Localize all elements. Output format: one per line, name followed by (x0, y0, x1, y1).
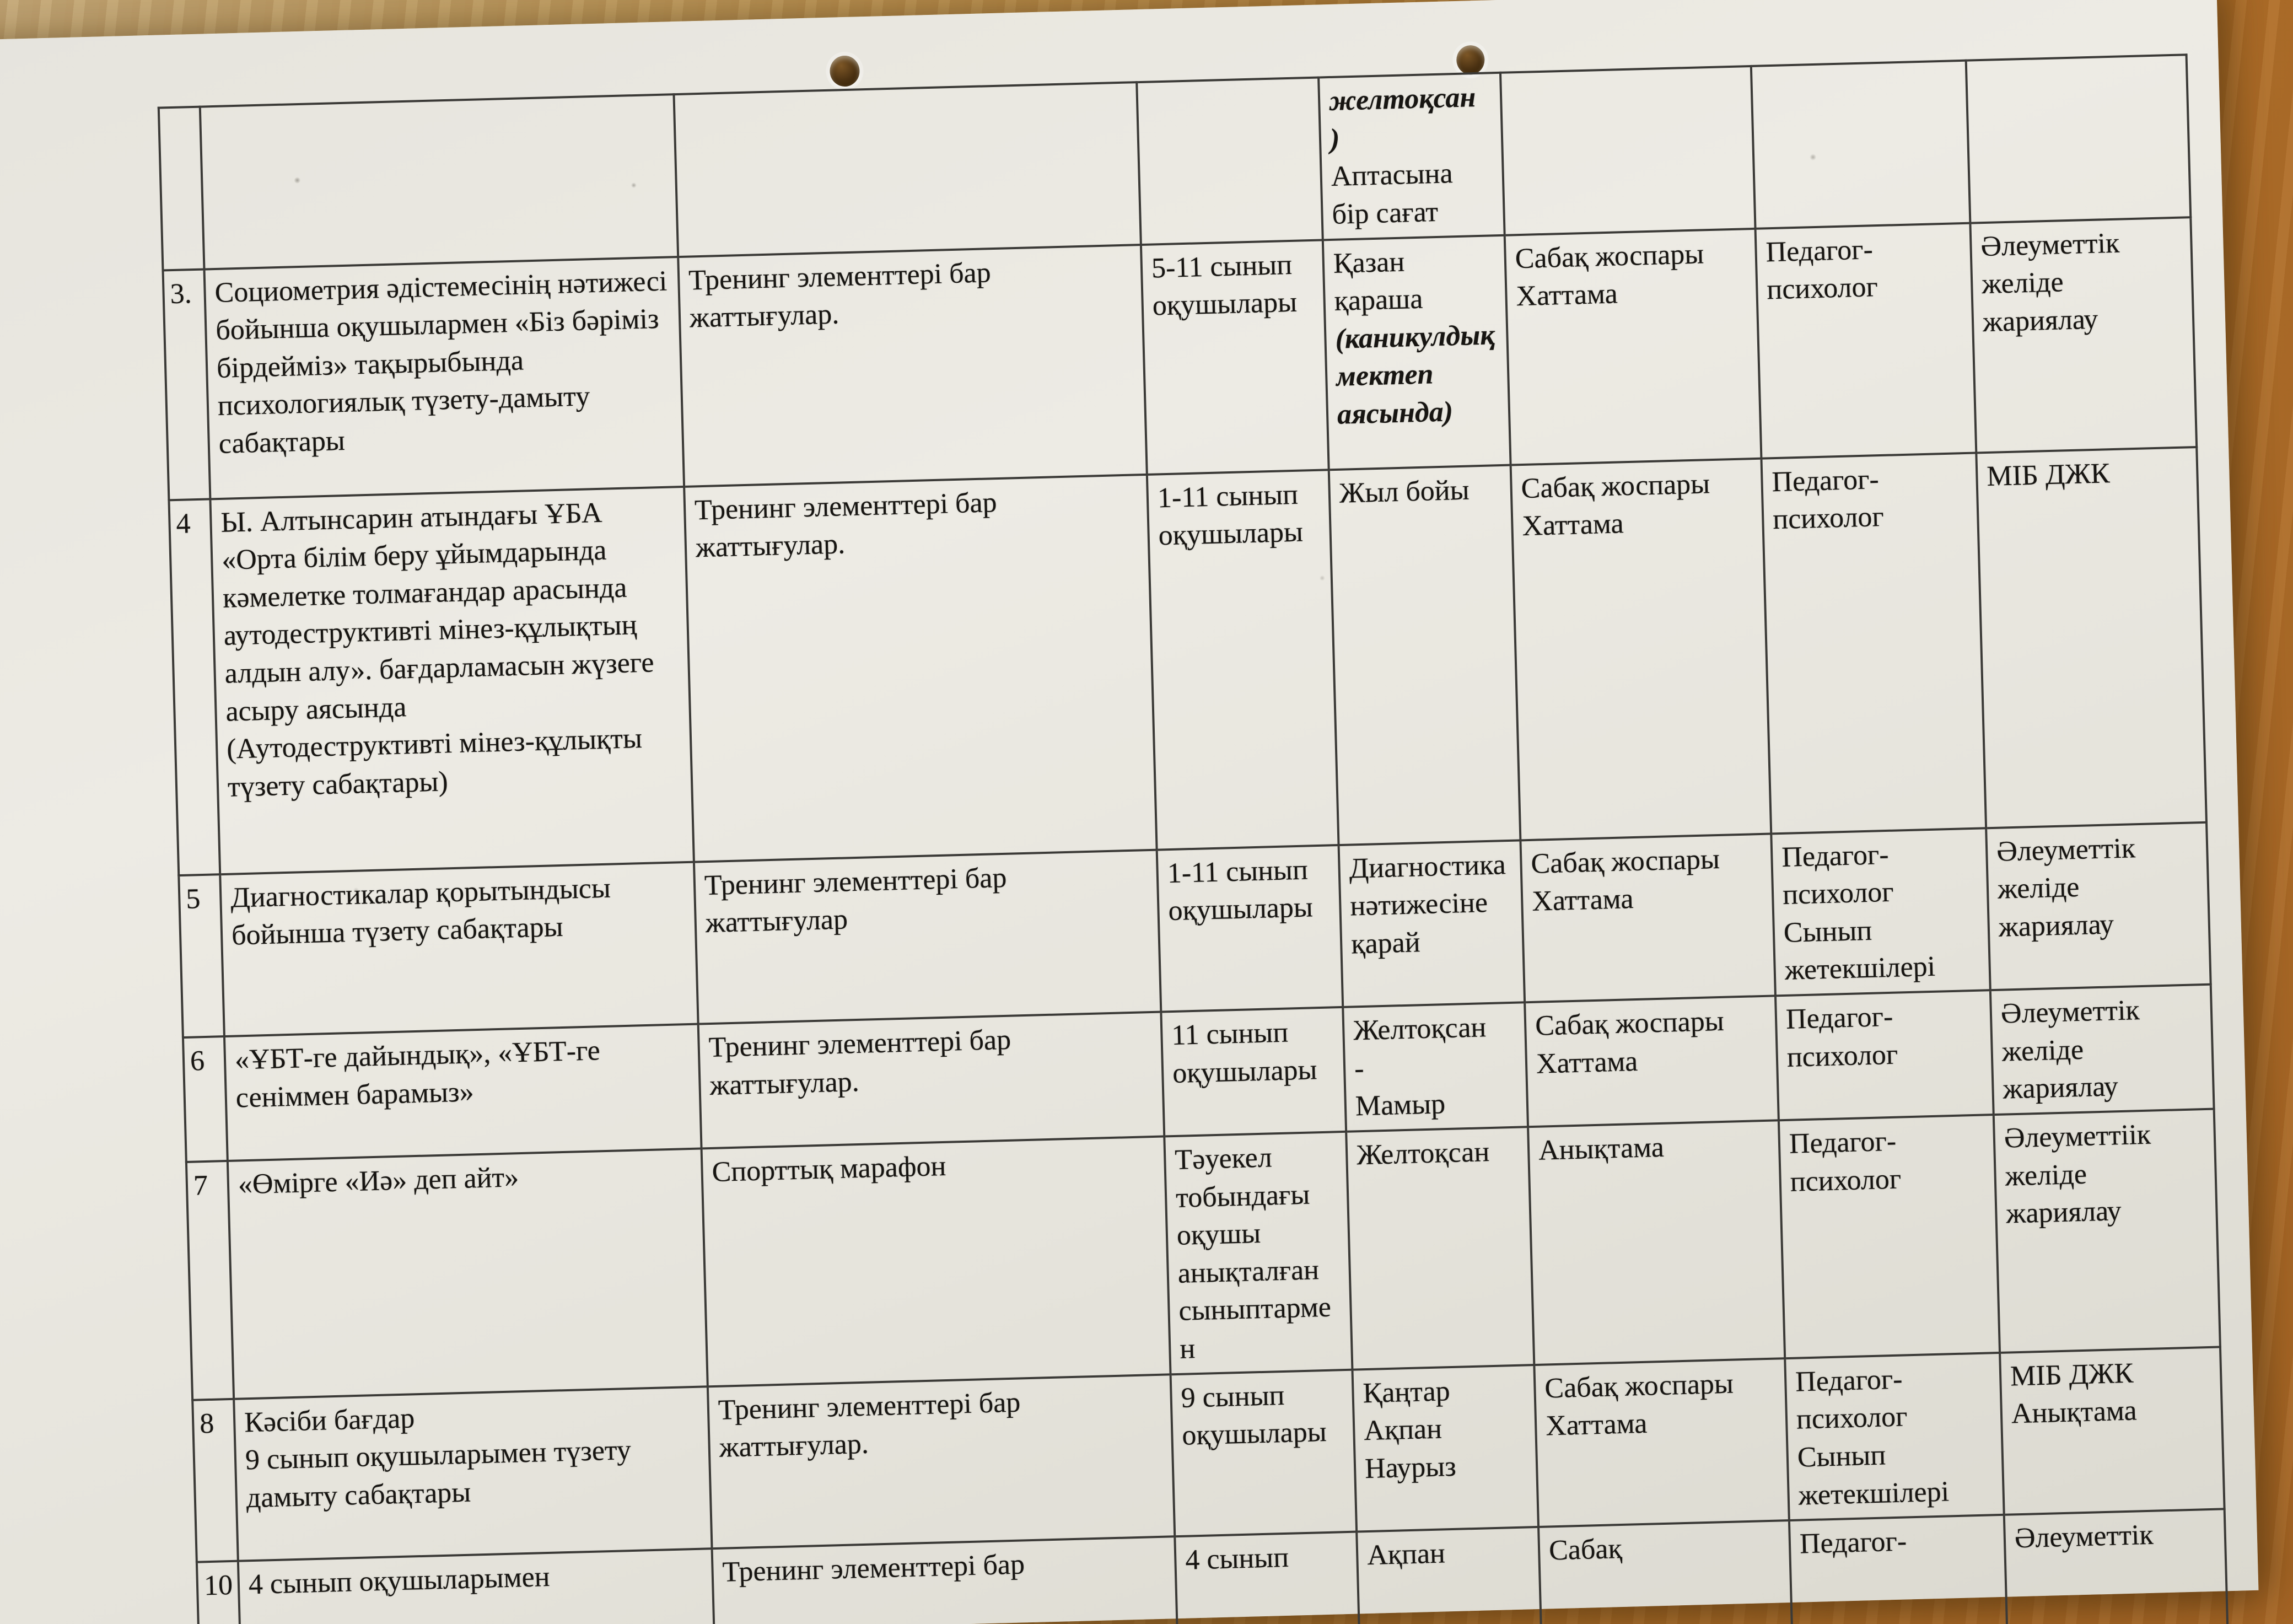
cell-responsible (1751, 61, 1971, 229)
cell-activity: «Өмірге «Иә» деп айт» (228, 1148, 708, 1399)
cell-num: 6 (183, 1036, 228, 1162)
cell-form: Тренинг элементтері бар жаттығулар. (698, 1012, 1165, 1149)
cell-activity: «ҰБТ-ге дайындық», «ҰБТ-ге сеніммен барамыз» (224, 1024, 702, 1161)
cell-output: Әлеуметтік (2004, 1509, 2229, 1624)
cell-responsible: Педагог-психолог (1756, 223, 1977, 458)
cell-output: МІБ ДЖК Анықтама (2000, 1347, 2225, 1515)
cell-output: Әлеуметтік желіде жариялау (1970, 217, 2197, 453)
cell-timing: Жыл бойы (1329, 465, 1521, 845)
cell-documents: Сабақ жоспары Хаттама (1534, 1358, 1789, 1527)
cell-responsible: Педагог- (1789, 1515, 2008, 1624)
cell-form: Тренинг элементтері бар жаттығулар. (678, 245, 1147, 487)
cell-text: Қазан қараша (1333, 246, 1423, 317)
cell-form: Тренинг элементтері бар жаттығулар. (684, 474, 1157, 862)
cell-participants: 5-11 сынып оқушылары (1141, 240, 1329, 474)
cell-participants: Тәуекел тобындағы оқушы анықталған сыныптармен (1164, 1132, 1352, 1374)
cell-output: МІБ ДЖК (1976, 447, 2206, 828)
cell-num: 8 (192, 1399, 238, 1562)
cell-emphasized-text: желтоқсан ) (1328, 82, 1476, 155)
cell-form: Тренинг элементтері бар (712, 1536, 1179, 1624)
cell-participants (1137, 77, 1323, 244)
cell-num: 10 (197, 1561, 242, 1624)
cell-timing: Желтоқсан (1346, 1127, 1534, 1369)
cell-num: 3. (163, 269, 211, 500)
punch-hole-left (830, 55, 860, 87)
cell-participants: 1-11 сынып оқушылары (1147, 470, 1339, 849)
cell-form: Тренинг элементтері бар жаттығулар (694, 849, 1161, 1024)
cell-activity: Диагностикалар қорытындысы бойынша түзету сабақтары (220, 862, 698, 1036)
cell-participants: 4 сынып (1175, 1532, 1360, 1624)
cell-num: 7 (186, 1161, 234, 1400)
cell-timing: Диагностика нәтижесіне қарай (1339, 840, 1525, 1007)
cell-timing: Қаңтар Ақпан Наурыз (1352, 1365, 1538, 1532)
cell-num (159, 107, 204, 270)
punch-hole-right (1456, 45, 1485, 75)
cell-documents: Сабақ (1538, 1520, 1793, 1624)
cell-timing: Ақпан (1357, 1527, 1542, 1624)
cell-responsible: Педагог-психолог Сынып жетекшілері (1771, 828, 1990, 996)
cell-form: Спорттық марафон (702, 1136, 1171, 1386)
cell-activity: 4 сынып оқушыларымен (238, 1548, 716, 1624)
cell-activity: Ы. Алтынсарин атындағы ҰБА «Орта білім беру ұйымдарында кәмелетке толмағандар арасында аутодеструктивті мінез-құлықтың алдын алу». бағдарламасын жүзеге асыру аясында (Аутодеструктивті мінез-құлықты түзету сабақтары) (210, 486, 694, 874)
cell-activity: Социометрия әдістемесінің нәтижесі бойынша оқушылармен «Біз бәріміз бірдейміз» тақырыбында психологиялық түзету-дамыту сабақтары (204, 257, 684, 499)
cell-documents: Сабақ жоспары Хаттама (1520, 833, 1775, 1002)
cell-participants: 11 сынып оқушылары (1161, 1007, 1346, 1136)
cell-num: 5 (179, 874, 224, 1037)
cell-num: 4 (169, 499, 220, 875)
cell-responsible: Педагог-психолог (1775, 990, 1994, 1120)
plan-table-body (159, 55, 2229, 1624)
cell-documents: Сабақ жоспары Хаттама (1505, 228, 1762, 465)
cell-form (674, 82, 1140, 256)
cell-responsible: Педагог-психолог (1779, 1115, 2000, 1358)
cell-documents: Сабақ жоспары Хаттама (1525, 996, 1779, 1127)
cell-responsible: Педагог-психолог Сынып жетекшілері (1785, 1353, 2004, 1521)
cell-documents: Анықтама (1528, 1120, 1785, 1365)
cell-timing: Желтоқсан - Мамыр (1343, 1002, 1528, 1131)
cell-participants: 9 сынып оқушылары (1171, 1369, 1357, 1536)
cell-output (1966, 55, 2191, 223)
cell-responsible: Педагог-психолог (1761, 453, 1986, 833)
cell-activity (200, 94, 678, 269)
cell-form: Тренинг элементтері бар жаттығулар. (708, 1374, 1175, 1548)
cell-documents: Сабақ жоспары Хаттама (1511, 458, 1772, 840)
cell-documents (1500, 66, 1756, 235)
table-row (169, 447, 2206, 875)
cell-output: Әлеуметтіік желіде жариялау (1994, 1109, 2220, 1352)
cell-participants: 1-11 сынып оқушылары (1157, 845, 1343, 1012)
cell-text: Аптасына бір сағат (1331, 158, 1454, 230)
cell-emphasized-text: (каникулдық мектеп аясында) (1334, 319, 1495, 431)
cell-output: Әлеуметтік желіде жариялау (1986, 822, 2211, 990)
cell-timing (1318, 73, 1505, 240)
cell-output: Әлеуметтік желіде жариялау (1990, 985, 2214, 1115)
cell-timing (1323, 235, 1511, 469)
cell-activity: Кәсіби бағдар 9 сынып оқушыларымен түзету дамыту сабақтары (234, 1386, 712, 1561)
activity-plan-table (158, 53, 2230, 1624)
